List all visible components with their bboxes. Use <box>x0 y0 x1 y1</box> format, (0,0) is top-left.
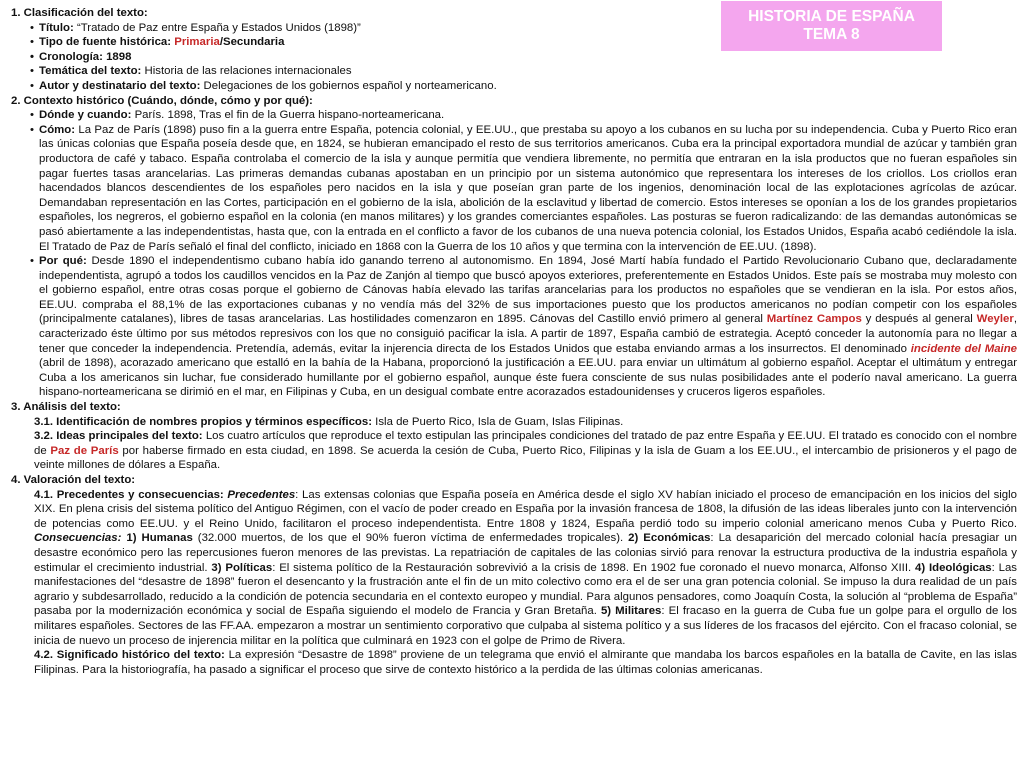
section-1-heading: 1. Clasificación del texto: <box>11 7 148 19</box>
martinez-campos-highlight: Martínez Campos <box>766 313 862 326</box>
section-3-heading: 3. Análisis del texto: <box>11 401 121 414</box>
cronologia-item: • Cronología: 1898 <box>11 50 1017 65</box>
titulo-item: • Título: “Tratado de Paz entre España y Estados Unidos (1898)” <box>11 21 1017 36</box>
paz-paris-highlight: Paz de París <box>50 444 119 457</box>
autor-item: • Autor y destinatario del texto: Delegaciones de los gobiernos español y norteamericano. <box>11 79 1017 94</box>
topic-number: TEMA 8 <box>803 26 860 43</box>
subsection-3-2: 3.2. Ideas principales del texto: Los cuatro artículos que reproduce el texto estipulan las principales condiciones del tratado de paz entre España y EE.UU. El tratado es conocido con el nombre de Paz de París por haberse firmado en esta ciudad, en 1898. Se acuerda la cesión de Cuba, Puerto Rico, Filipinas y la isla de Guam a los EE.UU., el intercambio de prisioneros y el pago de veinte millones de dólares a España. <box>34 430 1017 472</box>
weyler-highlight: Weyler <box>976 313 1014 326</box>
subsection-3-1: 3.1. Identificación de nombres propios y términos específicos: Isla de Puerto Rico, Isla de Guam, Islas Filipinas. <box>34 415 624 428</box>
section-4-heading: 4. Valoración del texto: <box>11 474 136 486</box>
como-item: • Cómo: La Paz de París (1898) puso fin a la guerra entre España, potencia colonial, y EE.UU., que prestaba su apoyo a los cubanos en su lucha por su independencia. Cuba y Puerto Rico eran las únicas colonias que España poseía desde que, en 1824, se hubieran emancipado el resto de sus territorios americanos. Cuba era la principal exportadora mundial de azúcar y también gran productora de café y tabaco. España controlaba el comercio de la isla y aunque permitía que vendiera libremente, no permitía que entraran en la isla productos que no fueran españoles sin pagar fuertes tasas arancelarias. Las primeras demandas cubanas apostaban en un principio por un sistema autonómico que representara los intereses de los criollos. Los criollos eran hacendados blancos descendientes de los españoles pero nacidos en la isla y que poseían gran parte de los ingenios, denominación local de las explotaciones agrícolas de azúcar. Demandaban representación en las Cortes, participación en el gobierno de la isla, abolición de la esclavitud y libertad de comercio. Estos intereses se oponían a los de los grandes propietarios españoles, los negreros, el gobierno español en la colonia (en manos militares) y los grandes comerciantes españoles. Las posturas se fueron radicalizando: de las demandas autonómicas se pasó abiertamente a las independentistas, hasta que, con la entrada en el conflicto a favor de los cubanos de una nueva potencia colonial, los Estados Unidos, España acabó cediéndole la isla. El Tratado de Paz de París señaló el final del conflicto, iniciado en 1868 con la Guerra de los 10 años y que termina con la intervención de EE.UU. (1898). <box>11 123 1017 254</box>
donde-item: • Dónde y cuando: París. 1898, Tras el fin de la Guerra hispano-norteamericana. <box>11 108 1017 123</box>
document-body <box>11 6 1017 677</box>
tematica-item: • Temática del texto: Historia de las relaciones internacionales <box>11 64 1017 79</box>
subsection-4-1: 4.1. Precedentes y consecuencias: Precedentes: Las extensas colonias que España poseía en América desde el siglo XV habían iniciado el proceso de emancipación en los inicios del siglo XIX. En plena crisis del sistema político del Antiguo Régimen, con el vacío de poder creado en España por la invasión francesa de 1808, la difusión de las ideas liberales junto con la intervención de potencias como EE.UU. y el Reino Unido, facilitaron el proceso independentista. Entre 1808 y 1824, España perdió todo su imperio colonial americano menos Cuba y Puerto Rico. Consecuencias: 1) Humanas (32.000 muertos, de los que el 90% fueron víctima de enfermedades tropicales). 2) Económicas: La desaparición del mercado colonial hacía presagiar un desastre económico pero las repercusiones fueron menores de las previstas. La repatriación de capitales de las colonias sirvió para renovar la estructura productiva de la industria española y estimular el crecimiento industrial. 3) Políticas: El sistema político de la Restauración sobrevivió a la crisis de 1898. En 1902 fue coronado el nuevo monarca, Alfonso XIII. 4) Ideológicas: Las manifestaciones del “desastre de 1898” fueron el desencanto y la frustración ante el fin de un mito colectivo como era el de ser una gran potencia colonial. Se impuso la dura realidad de un país agrario y subdesarrollado, reducido a la condición de potencia secundaria en el contexto europeo y mundial. Para algunos pensadores, como Joaquín Costa, la solución al “problema de España” pasaba por la modernización económica y social de España siguiendo el modelo de Francia y Gran Bretaña. 5) Militares: El fracaso en la guerra de Cuba fue un golpe para el orgullo de los militares españoles. Sectores de las FF.AA. empezaron a mostrar un sentimiento corporativo que culpaba al sistema político y a sus líderes de los fracasos del ejército. Con el fracaso colonial, se inicia de nuevo un proceso de injerencia militar en la política que culminará en 1923 con el golpe de Primo de Rivera. <box>34 488 1017 647</box>
maine-highlight: incidente del Maine <box>910 342 1017 355</box>
section-2-heading: 2. Contexto histórico (Cuándo, dónde, cómo y por qué): <box>11 94 313 107</box>
subject-title: HISTORIA DE ESPAÑA <box>748 8 915 25</box>
porque-item: • Por qué: Desde 1890 el independentismo cubano había ido ganando terreno al autonomismo. En 1894, José Martí había fundado el Partido Revolucionario Cubano que, declaradamente independentista, agrupó a todos los caudillos vencidos en la Paz de Zanjón al tiempo que buscó apoyos exteriores, preferentemente en Estados Unidos. Este país se mostraba muy molesto con el gobierno español, entre otras cosas porque el gobierno de Cánovas había elevado las tarifas arancelarias para los productos no españoles que se vendieran en la isla. Por estos años, EE.UU. compraba el 88,1% de las exportaciones cubanas y no vendía más del 32% de sus importaciones puesto que los productos americanos no podían competir con los españoles (principalmente catalanes), libres de tasas arancelarias. Las hostilidades comenzaron en 1895. Cánovas del Castillo envió primero al general Martínez Campos y después al general Weyler, caracterizado éste último por sus métodos represivos con los que no consiguió pacificar la isla. A partir de 1897, España cambió de estrategia. Aceptó conceder la autonomía para no llegar a tener que conceder la independencia. Pretendía, además, evitar la injerencia directa de los Estados Unidos que estaba enviando armas a los insurrectos. El denominado incidente del Maine (abril de 1898), acorazado americano que estalló en la bahía de la Habana, proporcionó la justificación a EE.UU. para enviar un ultimátum al gobierno español. Aceptar el ultimátum y entregar Cuba a los americanos sin luchar, fue considerado humillante por el gobierno español, aunque éste fuera consciente de sus nulas posibilidades ante el poderío naval americano. La guerra hispano-norteamericana se dirimió en el mar, en Filipinas y Cuba, en un desigual combate entre acorazados estadounidenses y cruceros ligeros españoles. <box>11 254 1017 400</box>
subsection-4-2: 4.2. Significado histórico del texto: La expresión “Desastre de 1898” proviene de un telegrama que envió el almirante que mandaba los barcos españoles en la batalla de Cavite, en las islas Filipinas. Para la historiografía, ha pasado a significar el proceso que sirve de contexto histórico a la perdida de las últimas colonias americanas. <box>34 649 1018 676</box>
tipo-fuente-item: • Tipo de fuente histórica: Primaria/Secundaria <box>11 35 1017 50</box>
